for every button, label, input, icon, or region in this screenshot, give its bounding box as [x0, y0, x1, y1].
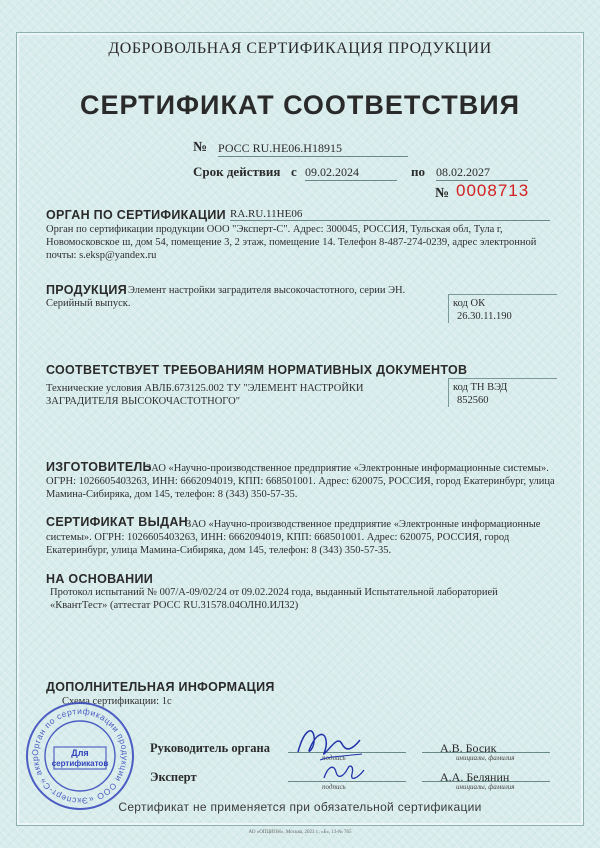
head-sign-caption: подпись — [322, 754, 346, 762]
organ-heading: ОРГАН ПО СЕРТИФИКАЦИИ — [46, 208, 226, 222]
issued-text: ЗАО «Научно-производственное предприятие «Электронные информационные системы». ОГРН: 1026605403263, ИНН: 6662094019, КПП: 668501001. Адрес: 620075, РОССИЯ, город Екатеринбург, улица Мамина-Сибиряка, дом 145, телефон: 8 (343) 350-57-35. — [46, 519, 541, 556]
expert-signature-graphic — [318, 758, 368, 786]
head-label: Руководитель органа — [150, 741, 270, 755]
serial-number: 0008713 — [456, 181, 530, 200]
top-line: ДОБРОВОЛЬНАЯ СЕРТИФИКАЦИЯ ПРОДУКЦИИ — [108, 40, 492, 57]
expert-label: Эксперт — [150, 770, 197, 784]
stamp-ring-text: Орган по сертификации продукции ООО «Эксперт-С» аккр — [29, 705, 131, 807]
tnved-code: 852560 — [457, 395, 489, 406]
number-label: № — [193, 140, 208, 155]
validity-to-label: по — [411, 164, 425, 179]
manufacturer-heading: ИЗГОТОВИТЕЛЬ — [46, 460, 152, 474]
stamp-center-2: сертификатов — [51, 759, 109, 768]
organ-text: Орган по сертификации продукции ООО "Эксперт-С". Адрес: 300045, РОССИЯ, Тульская обл, Тула г, Новомосковское ш, дом 54, помещение 3, 2 этаж, помещение 14. Телефон 8-487-274-0239, адрес электронной почты: s.eksp@yandex.ru — [46, 224, 537, 261]
manufacturer-text: ЗАО «Научно-производственное предприятие «Электронные информационные системы». ОГРН: 1026605403263, ИНН: 6662094019, КПП: 668501001. Адрес: 620075, РОССИЯ, город Екатеринбург, улица Мамина-Сибиряка, дом 145, телефон: 8 (343) 350-57-35. — [46, 463, 555, 500]
validity-from-label: с — [291, 164, 297, 179]
footer-note: Сертификат не применяется при обязательной сертификации — [118, 800, 482, 814]
head-name-line — [422, 752, 550, 753]
issued-heading: СЕРТИФИКАТ ВЫДАН — [46, 515, 188, 529]
basis-text: Протокол испытаний № 007/А-09/02/24 от 09.02.2024 года, выданный Испытательной лабораторией «КвантТест» (аттестат РОСС RU.31578.04ОЛН0.ИЛ32) — [50, 587, 498, 611]
compliance-text: Технические условия АВЛБ.673125.002 ТУ "ЭЛЕМЕНТ НАСТРОЙКИ ЗАГРАДИТЕЛЯ ВЫСОКОЧАСТОТНОГО" — [46, 383, 364, 407]
page-title: СЕРТИФИКАТ СООТВЕТСТВИЯ — [79, 90, 521, 120]
stamp-center-1: Для — [71, 748, 89, 758]
product-heading: ПРОДУКЦИЯ — [46, 283, 127, 297]
expert-name-caption: инициалы, фамилия — [456, 783, 515, 791]
organ-code: RA.RU.11НЕ06 — [230, 208, 550, 221]
expert-name: А.А. Белянин — [440, 770, 510, 784]
certification-stamp — [24, 700, 136, 812]
expert-sign-caption: подпись — [322, 783, 346, 791]
okpd-code-label: код ОК — [453, 298, 486, 309]
stamp-graphic — [24, 700, 136, 812]
tnved-code-box — [448, 378, 557, 407]
certificate-number: РОСС RU.НЕ06.Н18915 — [218, 141, 408, 157]
serial-label: № — [435, 186, 450, 201]
product-text: Элемент настройки заградителя высокочастотного, серии ЭН. — [128, 285, 406, 296]
okpd-code: 26.30.11.190 — [457, 311, 512, 322]
additional-heading: ДОПОЛНИТЕЛЬНАЯ ИНФОРМАЦИЯ — [46, 680, 275, 694]
printer-line: АО «ОПЦИОН», Москва, 2023 г., «Б», 13-№ 765 — [248, 830, 352, 835]
expert-signature — [318, 758, 368, 791]
valid-to: 08.02.2027 — [436, 165, 528, 181]
valid-from: 09.02.2024 — [305, 165, 397, 181]
head-name-caption: инициалы, фамилия — [456, 754, 515, 762]
head-name: А.В. Босик — [440, 741, 497, 755]
okpd-code-box — [448, 294, 557, 323]
compliance-heading: СООТВЕТСТВУЕТ ТРЕБОВАНИЯМ НОРМАТИВНЫХ ДОКУМЕНТОВ — [46, 363, 468, 377]
expert-name-line — [422, 781, 550, 782]
additional-text: Схема сертификации: 1с — [62, 696, 172, 707]
basis-heading: НА ОСНОВАНИИ — [46, 572, 154, 586]
product-text-2: Серийный выпуск. — [46, 298, 131, 309]
tnved-code-label: код ТН ВЭД — [453, 382, 508, 393]
validity-label: Срок действия — [193, 164, 281, 179]
